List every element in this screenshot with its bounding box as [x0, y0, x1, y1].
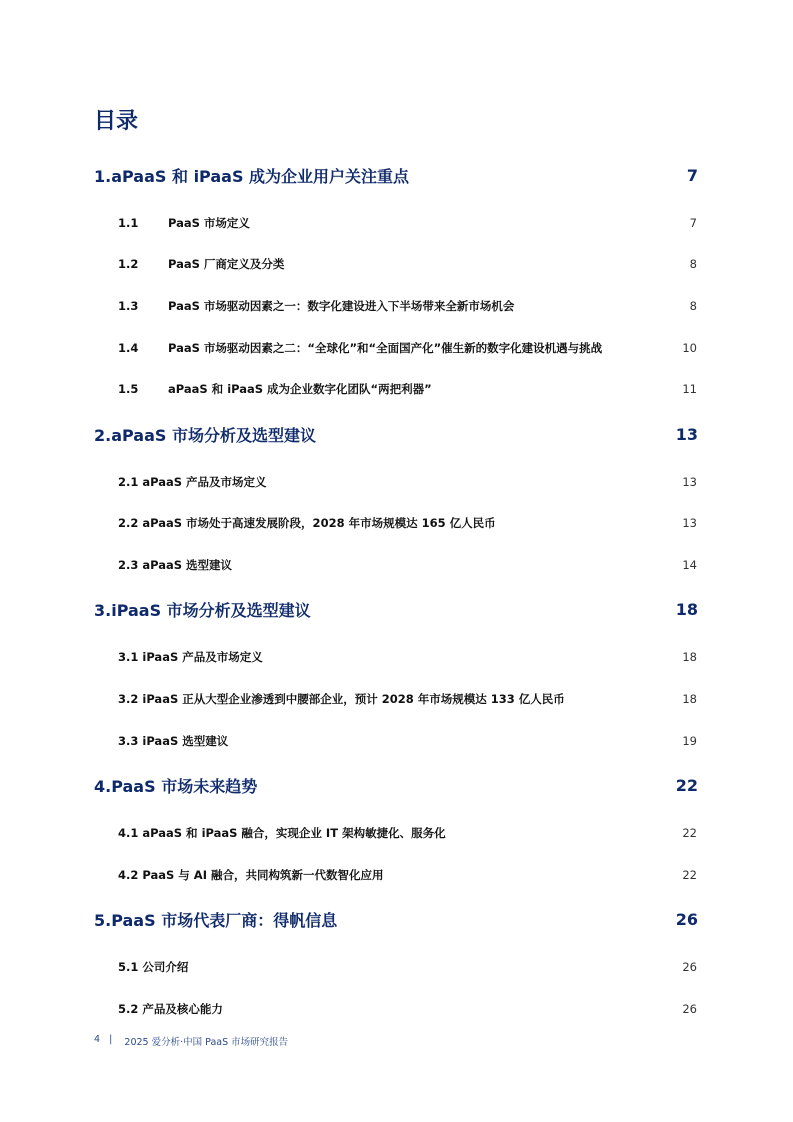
toc-subsection-page: 18 [682, 692, 697, 706]
toc-subsection-label[interactable]: 3.3 iPaaS 选型建议 [118, 734, 229, 748]
toc-subsection-page: 13 [682, 516, 697, 530]
toc-subsection-label[interactable]: PaaS 厂商定义及分类 [168, 257, 285, 271]
toc-subsection-label[interactable]: 5.1 公司介绍 [118, 960, 189, 974]
toc-subsection-page: 14 [682, 558, 697, 572]
toc-subsection[interactable] [0, 340, 793, 356]
toc-subsection-number: 1.5 [118, 382, 139, 396]
toc-section-page: 26 [675, 909, 698, 929]
toc-subsection-page: 26 [682, 1002, 697, 1016]
toc-subsection-label[interactable]: PaaS 市场驱动因素之二：“全球化”和“全面国产化”催生新的数字化建设机遇与挑战 [168, 341, 603, 355]
toc-subsection-label[interactable]: 4.2 PaaS 与 AI 融合，共同构筑新一代数智化应用 [118, 868, 384, 882]
toc-subsection-label[interactable]: 4.1 aPaaS 和 iPaaS 融合，实现企业 IT 架构敏捷化、服务化 [118, 826, 446, 840]
toc-section[interactable] [0, 599, 793, 619]
toc-section-label[interactable]: 2.aPaaS 市场分析及选型建议 [94, 425, 316, 445]
toc-subsection[interactable] [0, 298, 793, 314]
footer-separator: | [109, 1034, 113, 1045]
toc-subsection[interactable] [0, 381, 793, 397]
toc-section-page: 13 [675, 424, 698, 444]
toc-section-label[interactable]: 5.PaaS 市场代表厂商：得帆信息 [94, 910, 338, 930]
toc-subsection[interactable] [0, 557, 793, 573]
toc-section[interactable] [0, 424, 793, 444]
toc-section-page: 18 [675, 599, 698, 619]
toc-subsection-page: 8 [689, 257, 697, 271]
toc-subsection[interactable] [0, 825, 793, 841]
toc-subsection-page: 22 [682, 826, 697, 840]
toc-section-page: 7 [686, 165, 698, 185]
toc-subsection-page: 22 [682, 868, 697, 882]
toc-section-label[interactable]: 3.iPaaS 市场分析及选型建议 [94, 600, 311, 620]
toc-subsection-label[interactable]: 2.2 aPaaS 市场处于高速发展阶段，2028 年市场规模达 165 亿人民币 [118, 516, 496, 530]
toc-section[interactable] [0, 775, 793, 795]
toc-subsection-number: 1.1 [118, 216, 139, 230]
toc-subsection[interactable] [0, 691, 793, 707]
toc-section-label[interactable]: 4.PaaS 市场未来趋势 [94, 776, 258, 796]
toc-subsection-label[interactable]: PaaS 市场定义 [168, 216, 250, 230]
toc-subsection-label[interactable]: 5.2 产品及核心能力 [118, 1002, 223, 1016]
toc-subsection-label[interactable]: PaaS 市场驱动因素之一：数字化建设进入下半场带来全新市场机会 [168, 299, 515, 313]
toc-subsection[interactable] [0, 474, 793, 490]
toc-subsection-page: 8 [689, 299, 697, 313]
toc-subsection[interactable] [0, 959, 793, 975]
page-footer [94, 1034, 288, 1048]
toc-subsection-page: 18 [682, 650, 697, 664]
toc-subsection-label[interactable]: 3.1 iPaaS 产品及市场定义 [118, 650, 263, 664]
toc-subsection-label[interactable]: 2.3 aPaaS 选型建议 [118, 558, 233, 572]
toc-section[interactable] [0, 165, 793, 185]
toc-subsection[interactable] [0, 256, 793, 272]
toc-subsection[interactable] [0, 733, 793, 749]
footer-report-title: 2025 爱分析·中国 PaaS 市场研究报告 [124, 1037, 289, 1048]
toc-subsection[interactable] [0, 649, 793, 665]
toc-subsection-page: 10 [682, 341, 697, 355]
toc-subsection[interactable] [0, 515, 793, 531]
toc-subsection-page: 7 [689, 216, 697, 230]
footer-page-number: 4 [94, 1034, 101, 1045]
toc-subsection-page: 11 [682, 382, 697, 396]
toc-subsection-number: 1.2 [118, 257, 139, 271]
toc-subsection-label[interactable]: 3.2 iPaaS 正从大型企业渗透到中腰部企业，预计 2028 年市场规模达 133 亿人民币 [118, 692, 565, 706]
toc-subsection-page: 13 [682, 475, 697, 489]
toc-subsection[interactable] [0, 1001, 793, 1017]
toc-subsection-label[interactable]: aPaaS 和 iPaaS 成为企业数字化团队“两把利器” [168, 382, 432, 396]
toc-subsection-page: 26 [682, 960, 697, 974]
toc-subsection[interactable] [0, 215, 793, 231]
toc-section-page: 22 [675, 775, 698, 795]
toc-subsection-page: 19 [682, 734, 697, 748]
toc-section[interactable] [0, 909, 793, 929]
toc-subsection-number: 1.3 [118, 299, 139, 313]
toc-section-label[interactable]: 1.aPaaS 和 iPaaS 成为企业用户关注重点 [94, 166, 410, 186]
page-title: 目录 [94, 109, 139, 134]
toc-subsection-label[interactable]: 2.1 aPaaS 产品及市场定义 [118, 475, 267, 489]
toc-subsection[interactable] [0, 867, 793, 883]
toc-subsection-number: 1.4 [118, 341, 139, 355]
